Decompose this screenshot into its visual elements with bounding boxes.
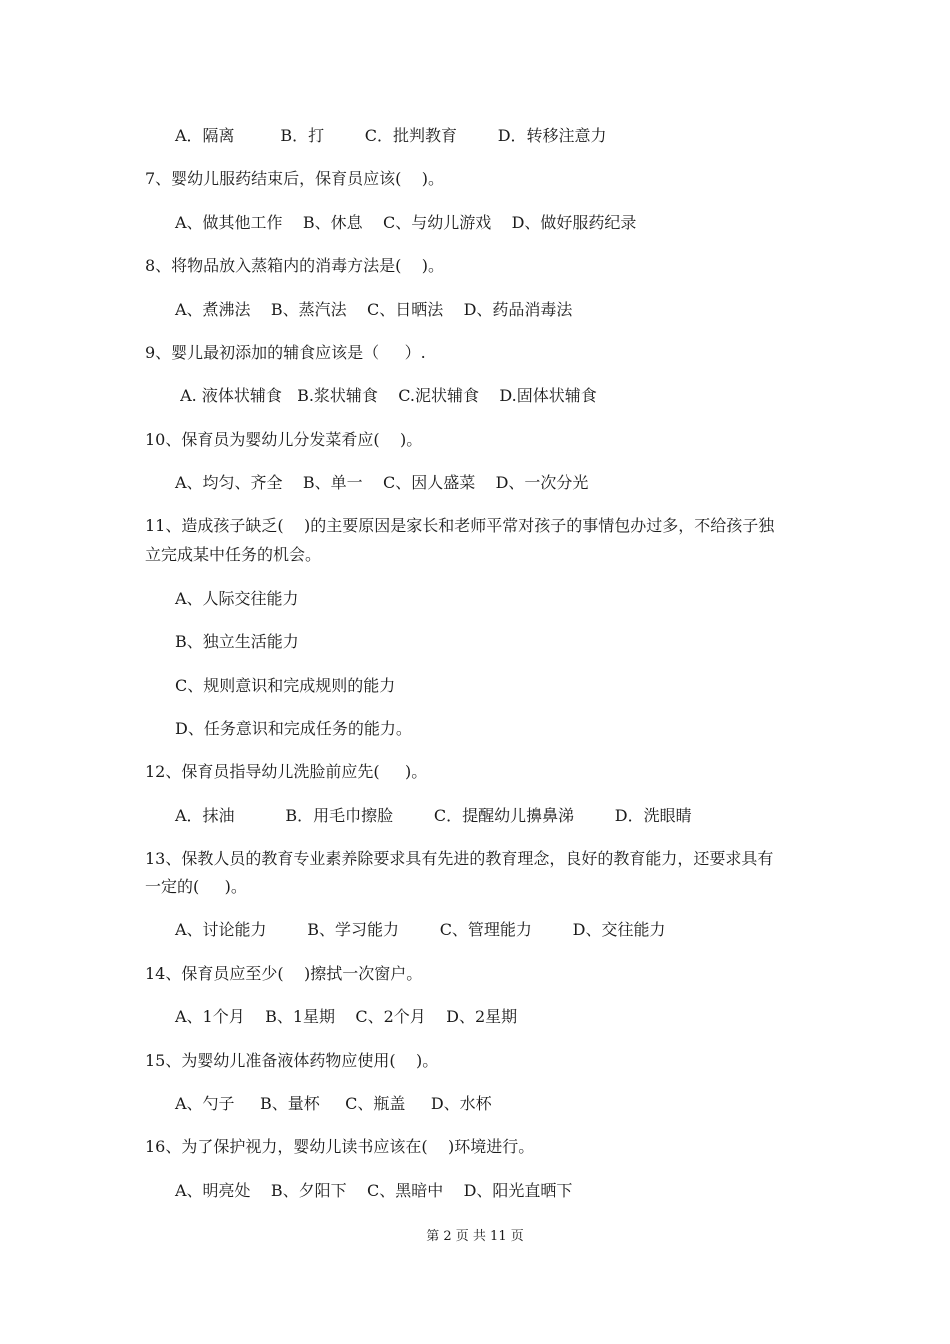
page-footer: 第 2 页 共 11 页	[426, 1229, 524, 1244]
question-line: 14、保育员应至少( )擦拭一次窗户。	[145, 964, 423, 983]
options-line: A、均匀、齐全 B、单一 C、因人盛菜 D、一次分光	[175, 473, 589, 492]
options-line: A．隔离 B．打 C．批判教育 D．转移注意力	[175, 126, 607, 145]
question-line: 立完成某中任务的机会。	[145, 545, 322, 564]
options-line: A．抹油 B．用毛巾擦脸 C．提醒幼儿擤鼻涕 D．洗眼睛	[175, 806, 692, 825]
options-line: A、明亮处 B、夕阳下 C、黑暗中 D、阳光直晒下	[175, 1181, 573, 1200]
question-line: 10、保育员为婴幼儿分发菜肴应( )。	[145, 430, 423, 449]
question-line: 9、婴儿最初添加的辅食应该是（ ）.	[145, 343, 426, 362]
question-line: 13、保教人员的教育专业素养除要求具有先进的教育理念，良好的教育能力，还要求具有	[145, 849, 774, 868]
question-line: 12、保育员指导幼儿洗脸前应先( )。	[145, 762, 428, 781]
question-line: 11、造成孩子缺乏( )的主要原因是家长和老师平常对孩子的事情包办过多，不给孩子独	[145, 516, 775, 535]
option-line: B、独立生活能力	[175, 632, 299, 651]
options-line: A、勺子 B、量杯 C、瓶盖 D、水杯	[175, 1094, 492, 1113]
option-line: A、人际交往能力	[175, 589, 299, 608]
question-line: 8、将物品放入蒸箱内的消毒方法是( )。	[145, 256, 445, 275]
question-line: 15、为婴幼儿准备液体药物应使用( )。	[145, 1051, 439, 1070]
question-line: 16、为了保护视力，婴幼儿读书应该在( )环境进行。	[145, 1137, 535, 1156]
options-line: A、1个月 B、1星期 C、2个月 D、2星期	[175, 1007, 518, 1026]
question-line: 7、婴幼儿服药结束后，保育员应该( )。	[145, 169, 445, 188]
option-line: D、任务意识和完成任务的能力。	[175, 719, 412, 738]
options-line: A、煮沸法 B、蒸汽法 C、日晒法 D、药品消毒法	[175, 300, 573, 319]
question-line: 一定的( )。	[145, 877, 247, 896]
options-line: A、讨论能力 B、学习能力 C、管理能力 D、交往能力	[175, 920, 666, 939]
options-line: A. 液体状辅食 B.浆状辅食 C.泥状辅食 D.固体状辅食	[175, 386, 597, 405]
options-line: A、做其他工作 B、休息 C、与幼儿游戏 D、做好服药纪录	[175, 213, 637, 232]
option-line: C、规则意识和完成规则的能力	[175, 676, 396, 695]
